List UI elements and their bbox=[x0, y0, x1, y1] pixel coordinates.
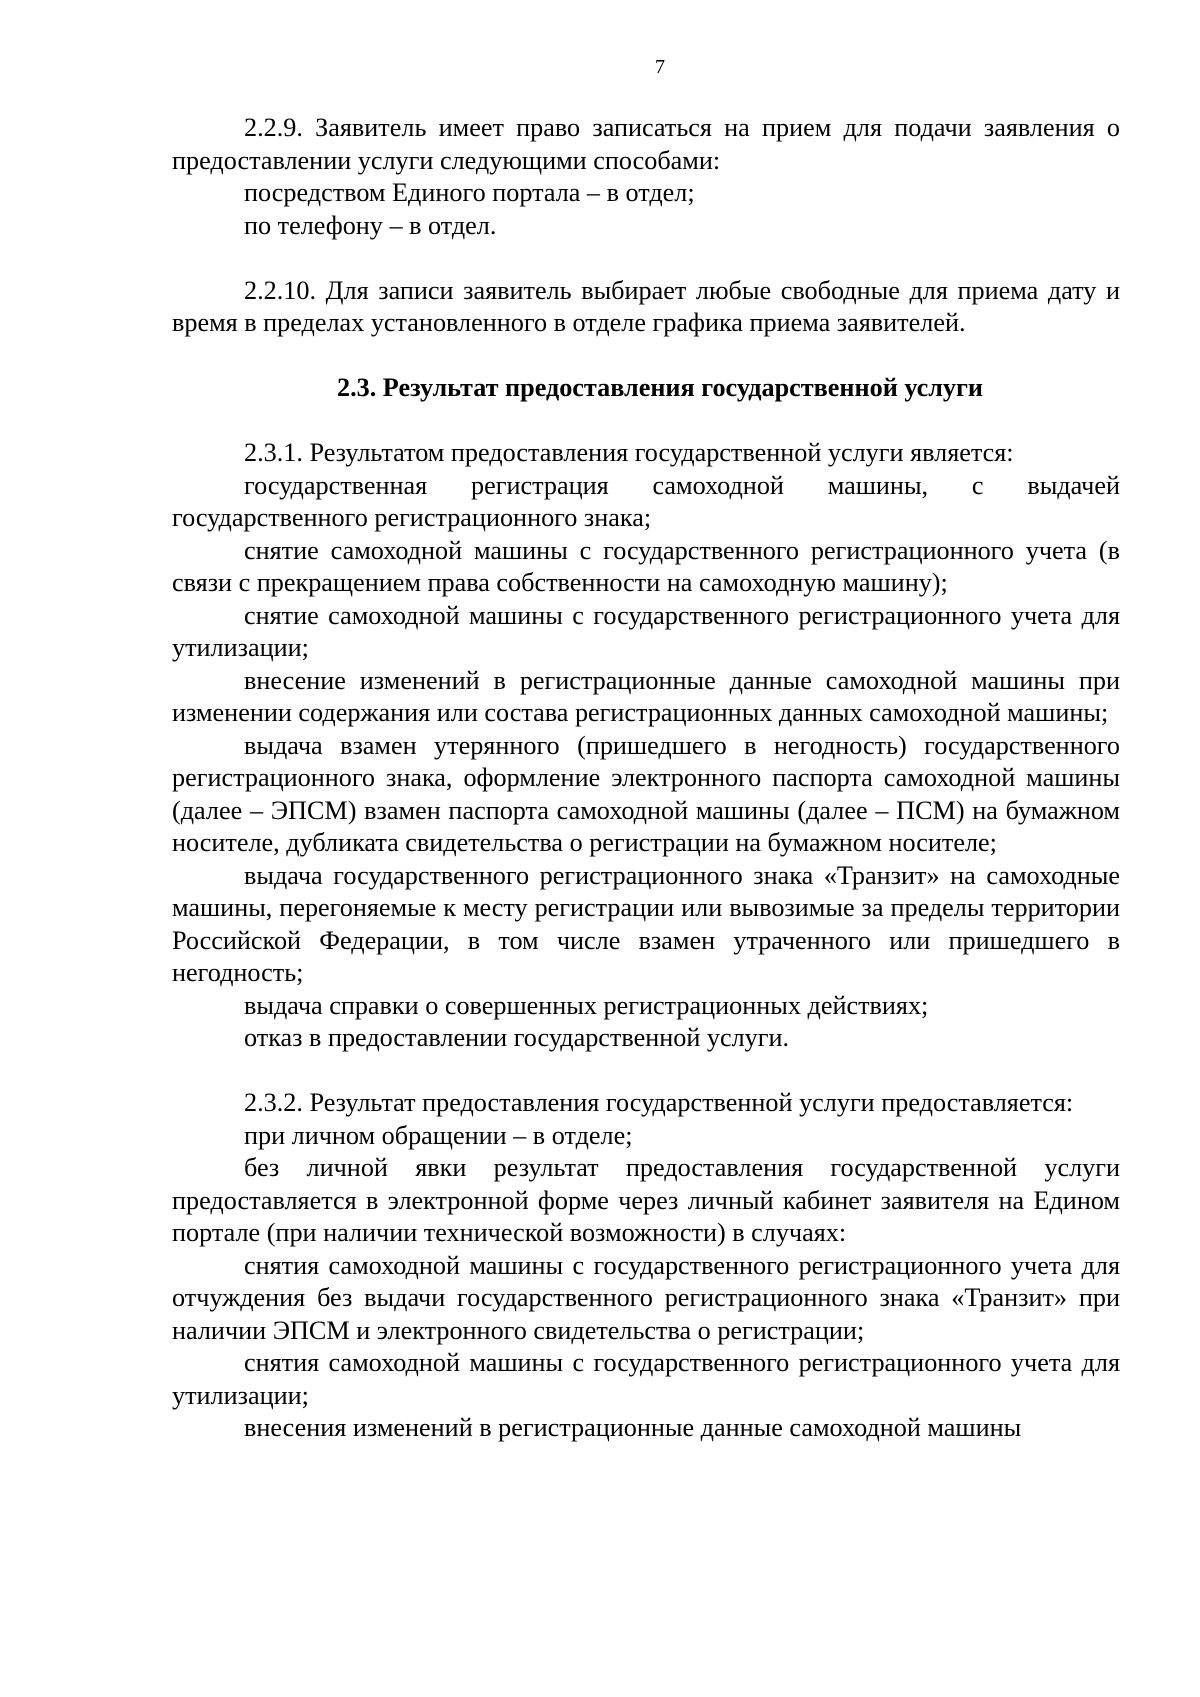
list-item: без личной явки результат предоставления государственной услуги предоставляется в электронной форме через личный кабинет заявителя на Едином портале (при наличии технической возможности) в случаях: bbox=[172, 1153, 1120, 1247]
list-item: государственная регистрация самоходной машины, с выдачей государственного регистрационного знака; bbox=[172, 470, 1120, 532]
paragraph-2-3-2: 2.3.2. Результат предоставления государственной услуги предоставляется: bbox=[244, 1088, 1074, 1117]
list-item: выдача государственного регистрационного знака «Транзит» на самоходные машины, перегоняемые к месту регистрации или вывозимые за пределы территории Российской Федерации, в том числе взамен утраченного или пришедшего в негодность; bbox=[172, 860, 1120, 987]
paragraph-2-3-1: 2.3.1. Результатом предоставления государственной услуги является: bbox=[244, 438, 1014, 467]
page-number: 7 bbox=[655, 56, 665, 78]
list-item: снятия самоходной машины с государственного регистрационного учета для утилизации; bbox=[172, 1348, 1120, 1410]
document-body bbox=[172, 112, 1120, 1445]
list-item: внесение изменений в регистрационные данные самоходной машины при изменении содержания или состава регистрационных данных самоходной машины; bbox=[172, 665, 1120, 727]
section-heading: 2.3. Результат предоставления государственной услуги bbox=[336, 373, 984, 402]
paragraph-spacer bbox=[172, 242, 1120, 275]
list-item: снятия самоходной машины с государственного регистрационного учета для отчуждения без выдачи государственного регистрационного знака «Транзит» при наличии ЭПСМ и электронного свидетельства о регистрации; bbox=[172, 1250, 1120, 1345]
paragraph-spacer bbox=[172, 405, 1120, 438]
list-item: снятие самоходной машины с государственного регистрационного учета для утилизации; bbox=[172, 600, 1120, 662]
paragraph-2-2-10: 2.2.10. Для записи заявитель выбирает любые свободные для приема дату и время в пределах установленного в отделе графика приема заявителей. bbox=[172, 275, 1120, 337]
list-item: по телефону – в отдел. bbox=[244, 210, 497, 240]
list-item: внесения изменений в регистрационные данные самоходной машины bbox=[244, 1413, 1022, 1442]
paragraph-spacer bbox=[172, 1055, 1120, 1088]
list-item: снятие самоходной машины с государственного регистрационного учета (в связи с прекращением права собственности на самоходную машину); bbox=[172, 535, 1120, 597]
list-item: выдача взамен утерянного (пришедшего в негодность) государственного регистрационного знака, оформление электронного паспорта самоходной машины (далее – ЭПСМ) взамен паспорта самоходной машины (далее – ПСМ) на бумажном носителе, дубликата свидетельства о регистрации на бумажном носителе; bbox=[172, 730, 1120, 857]
paragraph-2-2-9: 2.2.9. Заявитель имеет право записаться на прием для подачи заявления о предоставлении услуги следующими способами: bbox=[172, 113, 1120, 175]
list-item: выдача справки о совершенных регистрационных действиях; bbox=[244, 990, 929, 1020]
list-item: при личном обращении – в отделе; bbox=[244, 1120, 633, 1150]
list-item: отказ в предоставлении государственной услуги. bbox=[244, 1023, 790, 1052]
paragraph-spacer bbox=[172, 340, 1120, 373]
list-item: посредством Единого портала – в отдел; bbox=[244, 178, 695, 207]
